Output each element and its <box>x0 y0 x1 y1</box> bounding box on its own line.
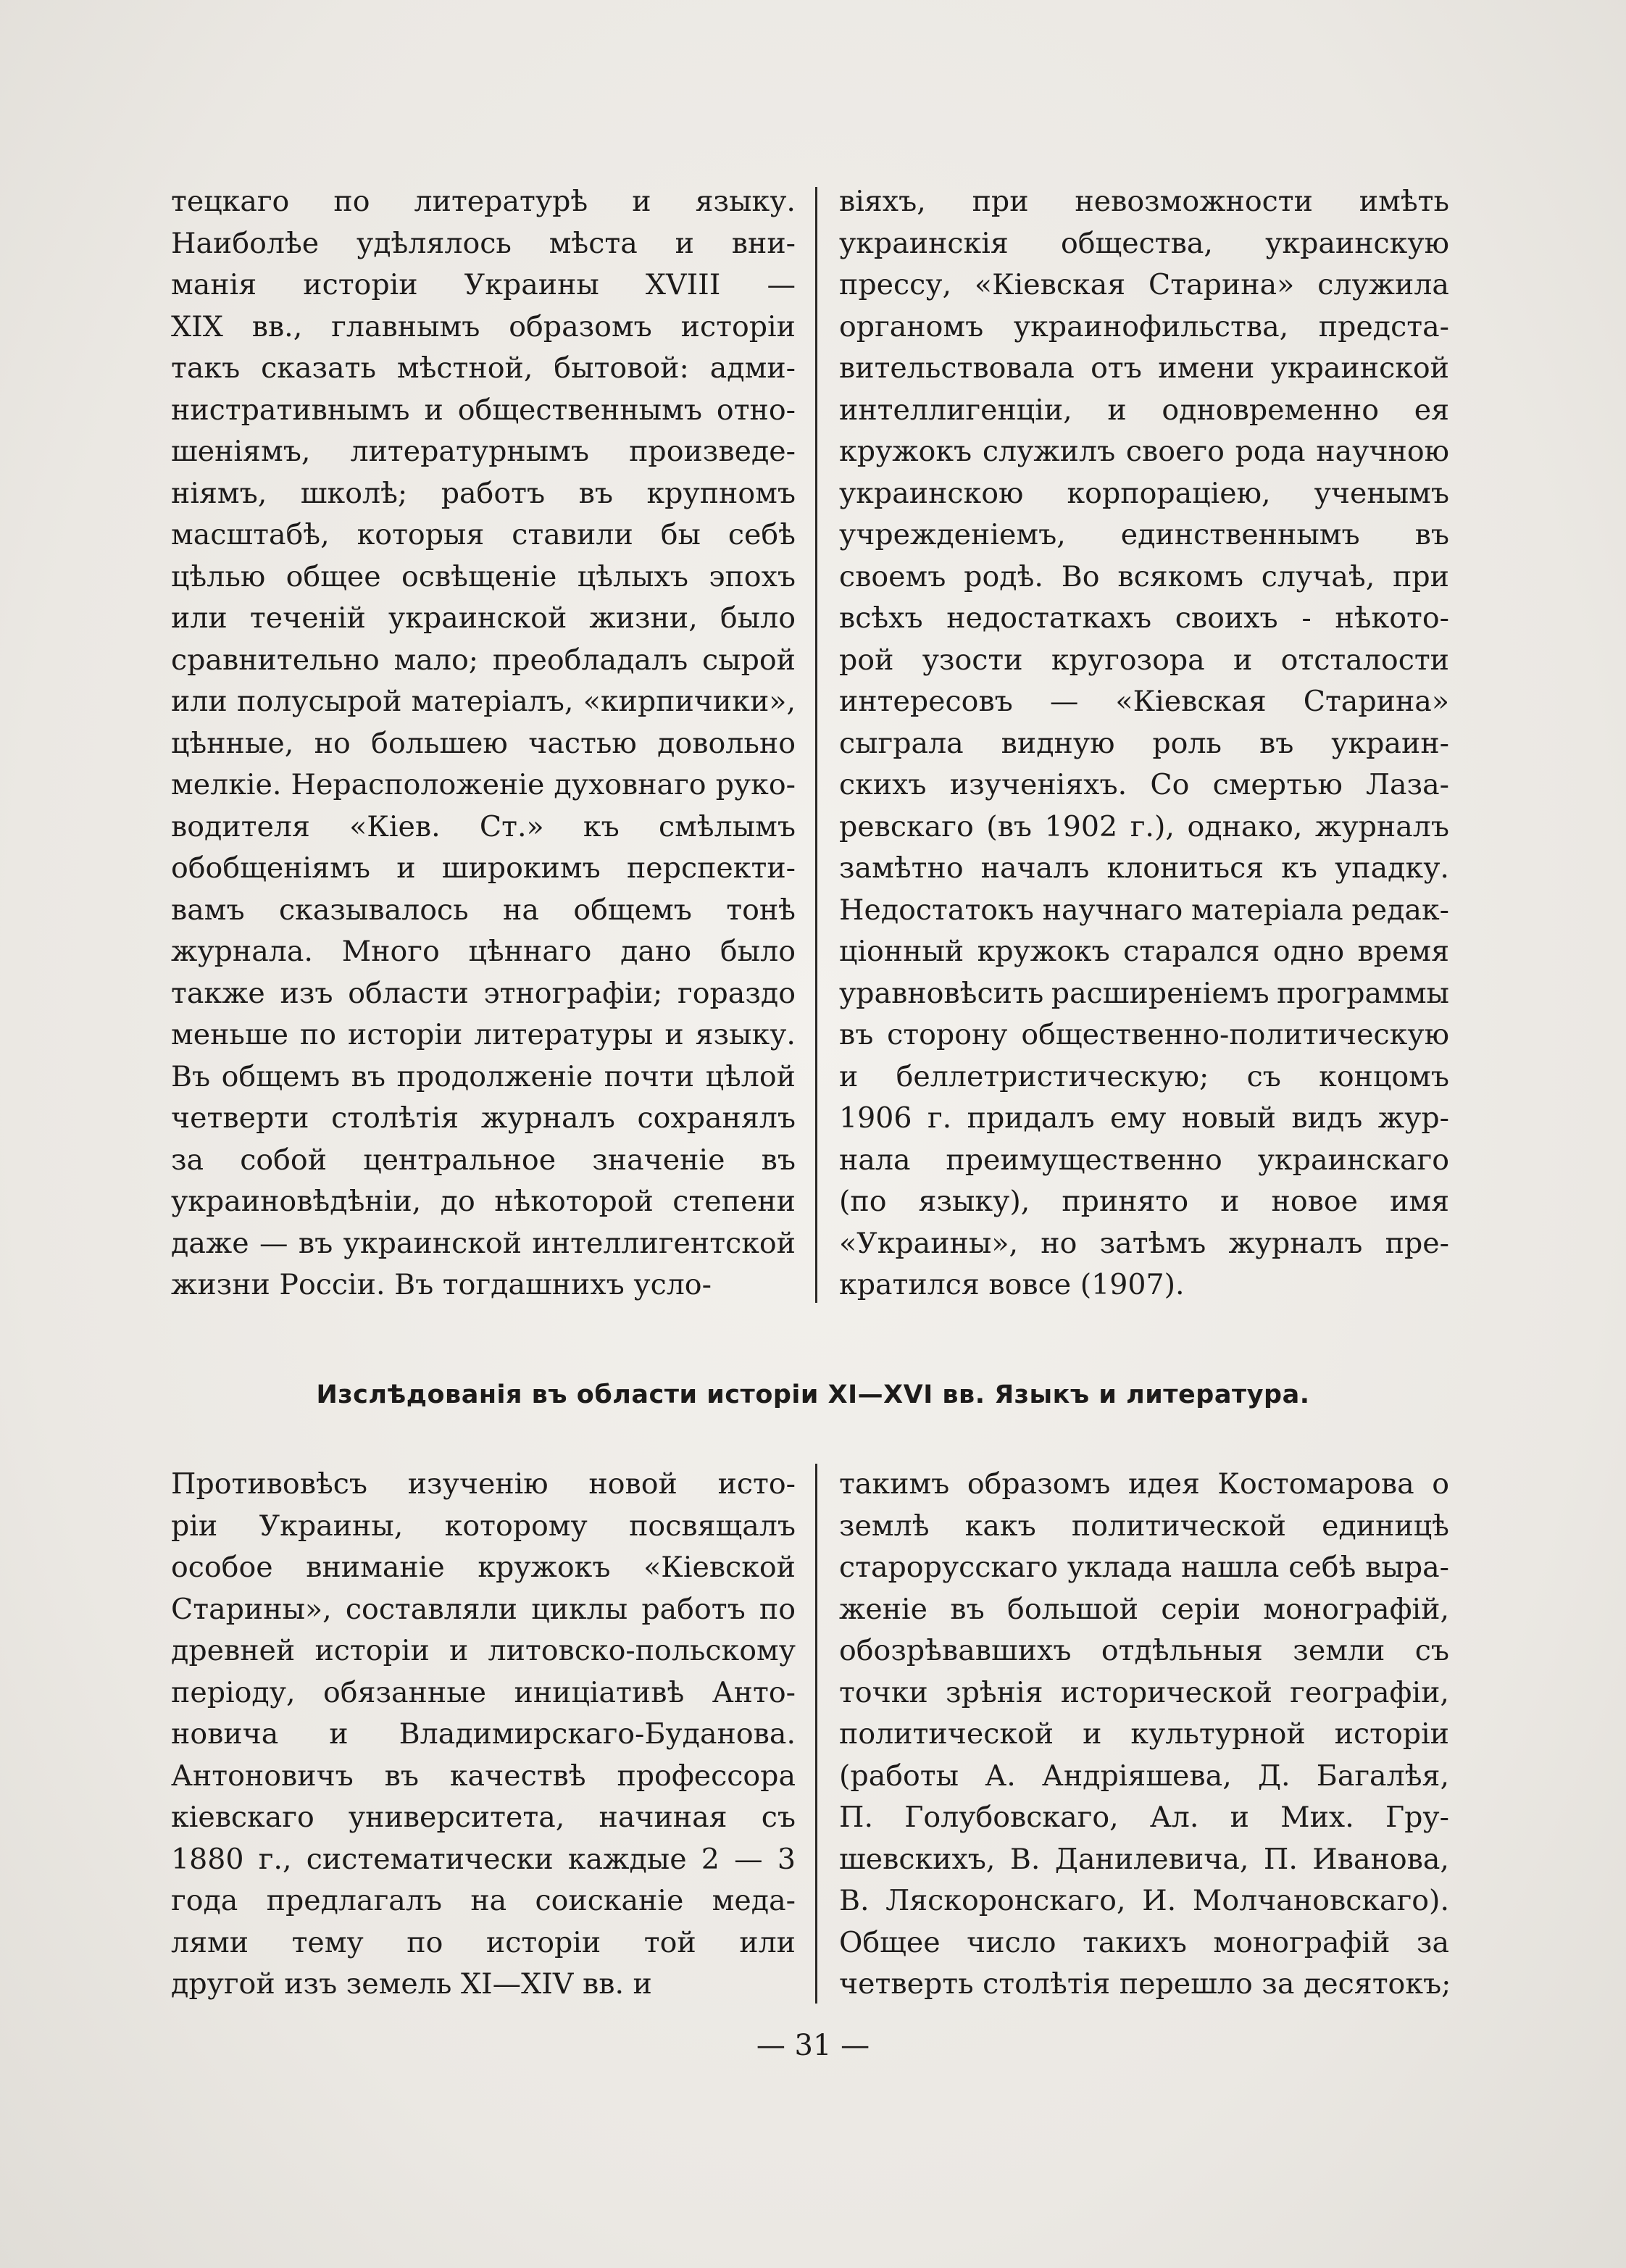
text-line: особое вниманіе кружокъ «Кіевской <box>171 1551 796 1584</box>
text-line: политической и культурной исторіи <box>839 1717 1449 1751</box>
text-line: органомъ украинофильства, предста- <box>839 309 1449 343</box>
text-line: старорусскаго уклада нашла себѣ выра- <box>839 1551 1449 1584</box>
top-column-divider <box>815 187 817 1303</box>
text-line: или теченій украинской жизни, было <box>171 601 796 635</box>
text-line: четверти столѣтія журналъ сохранялъ <box>171 1101 796 1135</box>
text-line: замѣтно началъ клониться къ упадку. <box>839 851 1449 885</box>
text-line: украинскія общества, украинскую <box>839 226 1449 260</box>
text-line: женіе въ большой серіи монографій, <box>839 1592 1449 1626</box>
text-line: П. Голубовскаго, Ал. и Мих. Гру- <box>839 1801 1449 1834</box>
text-line: прессу, «Кіевская Старина» служила <box>839 268 1449 301</box>
text-line: сравнительно мало; преобладалъ сырой <box>171 643 796 677</box>
text-line: даже — въ украинской интеллигентской <box>171 1226 796 1260</box>
text-line: водителя «Кіев. Ст.» къ смѣлымъ <box>171 809 796 843</box>
text-line: кіевскаго университета, начиная съ <box>171 1801 796 1834</box>
text-line: ріи Украины, которому посвящалъ <box>171 1509 796 1543</box>
text-line: «Украины», но затѣмъ журналъ пре- <box>839 1226 1449 1260</box>
text-line: цѣнные, но большею частью довольно <box>171 726 796 760</box>
text-line: украиновѣдѣніи, до нѣкоторой степени <box>171 1185 796 1218</box>
text-line: интересовъ — «Кіевская Старина» <box>839 685 1449 718</box>
bottom-left-column <box>171 1464 796 2006</box>
text-line: въ сторону общественно-политическую <box>839 1018 1449 1051</box>
top-left-column <box>171 181 796 1306</box>
text-line: такимъ образомъ идея Костомарова о <box>839 1467 1449 1501</box>
text-line: кратился вовсе (1907). <box>839 1268 1185 1301</box>
text-line: или полусырой матеріалъ, «кирпичики», <box>171 685 796 718</box>
bottom-column-divider <box>815 1464 817 2004</box>
text-line: обобщеніямъ и широкимъ перспекти- <box>171 851 796 885</box>
text-line: віяхъ, при невозможности имѣть <box>839 185 1449 218</box>
text-line: также изъ области этнографіи; гораздо <box>171 976 796 1010</box>
text-line: нала преимущественно украинскаго <box>839 1143 1449 1177</box>
text-line: новича и Владимирскаго-Буданова. <box>171 1717 796 1751</box>
text-line: періоду, обязанные иниціативѣ Анто- <box>171 1675 796 1709</box>
text-line: точки зрѣнія исторической географіи, <box>839 1675 1449 1709</box>
text-line: ревскаго (въ 1902 г.), однако, журналъ <box>839 809 1449 843</box>
text-line: Въ общемъ въ продолженіе почти цѣлой <box>171 1059 796 1093</box>
text-line: украинскою корпораціею, ученымъ <box>839 476 1449 510</box>
text-line: интеллигенціи, и одновременно ея <box>839 393 1449 427</box>
text-line: вамъ сказывалось на общемъ тонѣ <box>171 893 796 927</box>
text-line: цѣлью общее освѣщеніе цѣлыхъ эпохъ <box>171 559 796 593</box>
text-line: своемъ родѣ. Во всякомъ случаѣ, при <box>839 559 1449 593</box>
text-line: (по языку), принято и новое имя <box>839 1185 1449 1218</box>
text-line: ніямъ, школѣ; работъ въ крупномъ <box>171 476 796 510</box>
text-line: шевскихъ, В. Данилевича, П. Иванова, <box>839 1842 1449 1876</box>
text-line: 1906 г. придалъ ему новый видъ жур- <box>839 1101 1449 1135</box>
text-line: шеніямъ, литературнымъ произведе- <box>171 435 796 468</box>
text-line: (работы А. Андріяшева, Д. Багалѣя, <box>839 1759 1449 1793</box>
text-line: кружокъ служилъ своего рода научною <box>839 435 1449 468</box>
text-line: мелкіе. Нерасположеніе духовнаго руко- <box>171 768 796 801</box>
text-line: рой узости кругозора и отсталости <box>839 643 1449 677</box>
text-line: четверть столѣтія перешло за десятокъ; <box>839 1967 1451 2001</box>
text-line: другой изъ земель XI—XIV вв. и <box>171 1967 652 2001</box>
text-line: Общее число такихъ монографій за <box>839 1925 1449 1959</box>
text-line: журнала. Много цѣннаго дано было <box>171 935 796 968</box>
text-line: Антоновичъ въ качествѣ профессора <box>171 1759 796 1793</box>
text-line: землѣ какъ политической единицѣ <box>839 1509 1449 1543</box>
text-line: и беллетристическую; съ концомъ <box>839 1059 1449 1093</box>
text-line: скихъ изученіяхъ. Со смертью Лаза- <box>839 768 1449 801</box>
top-right-column <box>839 181 1449 1306</box>
bottom-right-column <box>839 1464 1449 2006</box>
text-line: нистративнымъ и общественнымъ отно- <box>171 393 796 427</box>
text-line: тецкаго по литературѣ и языку. <box>171 185 796 218</box>
text-line: года предлагалъ на соисканіе меда- <box>171 1884 796 1917</box>
text-line: масштабѣ, которыя ставили бы себѣ <box>171 518 796 551</box>
text-line: XIX вв., главнымъ образомъ исторіи <box>171 309 796 343</box>
text-line: уравновѣсить расширеніемъ программы <box>839 976 1449 1010</box>
text-line: меньше по исторіи литературы и языку. <box>171 1018 796 1051</box>
text-line: Недостатокъ научнаго матеріала редак- <box>839 893 1449 927</box>
text-line: всѣхъ недостаткахъ своихъ - нѣкото- <box>839 601 1449 635</box>
text-line: такъ сказать мѣстной, бытовой: адми- <box>171 351 796 385</box>
text-line: сыграла видную роль въ украин- <box>839 726 1449 760</box>
section-heading: Изслѣдованія въ области исторіи XI—XVI вв. Языкъ и литература. <box>316 1380 1310 1409</box>
text-line: обозрѣвавшихъ отдѣльныя земли съ <box>839 1634 1449 1667</box>
text-line: Старины», составляли циклы работъ по <box>171 1592 796 1626</box>
text-line: жизни Россіи. Въ тогдашнихъ усло- <box>171 1268 712 1301</box>
text-line: вительствовала отъ имени украинской <box>839 351 1449 385</box>
text-line: Противовѣсъ изученію новой исто- <box>171 1467 796 1501</box>
text-line: В. Ляскоронскаго, И. Молчановскаго). <box>839 1884 1449 1917</box>
text-line: древней исторіи и литовско-польскому <box>171 1634 796 1667</box>
text-line: лями тему по исторіи той или <box>171 1925 796 1959</box>
text-line: учрежденіемъ, единственнымъ въ <box>839 518 1449 551</box>
text-line: ціонный кружокъ старался одно время <box>839 935 1449 968</box>
text-line: 1880 г., систематически каждые 2 — 3 <box>171 1842 796 1876</box>
page-number: — 31 — <box>756 2029 870 2062</box>
text-line: за собой центральное значеніе въ <box>171 1143 796 1177</box>
text-line: Наиболѣе удѣлялось мѣста и вни- <box>171 226 796 260</box>
text-line: манія исторіи Украины XVIII — <box>171 268 796 301</box>
